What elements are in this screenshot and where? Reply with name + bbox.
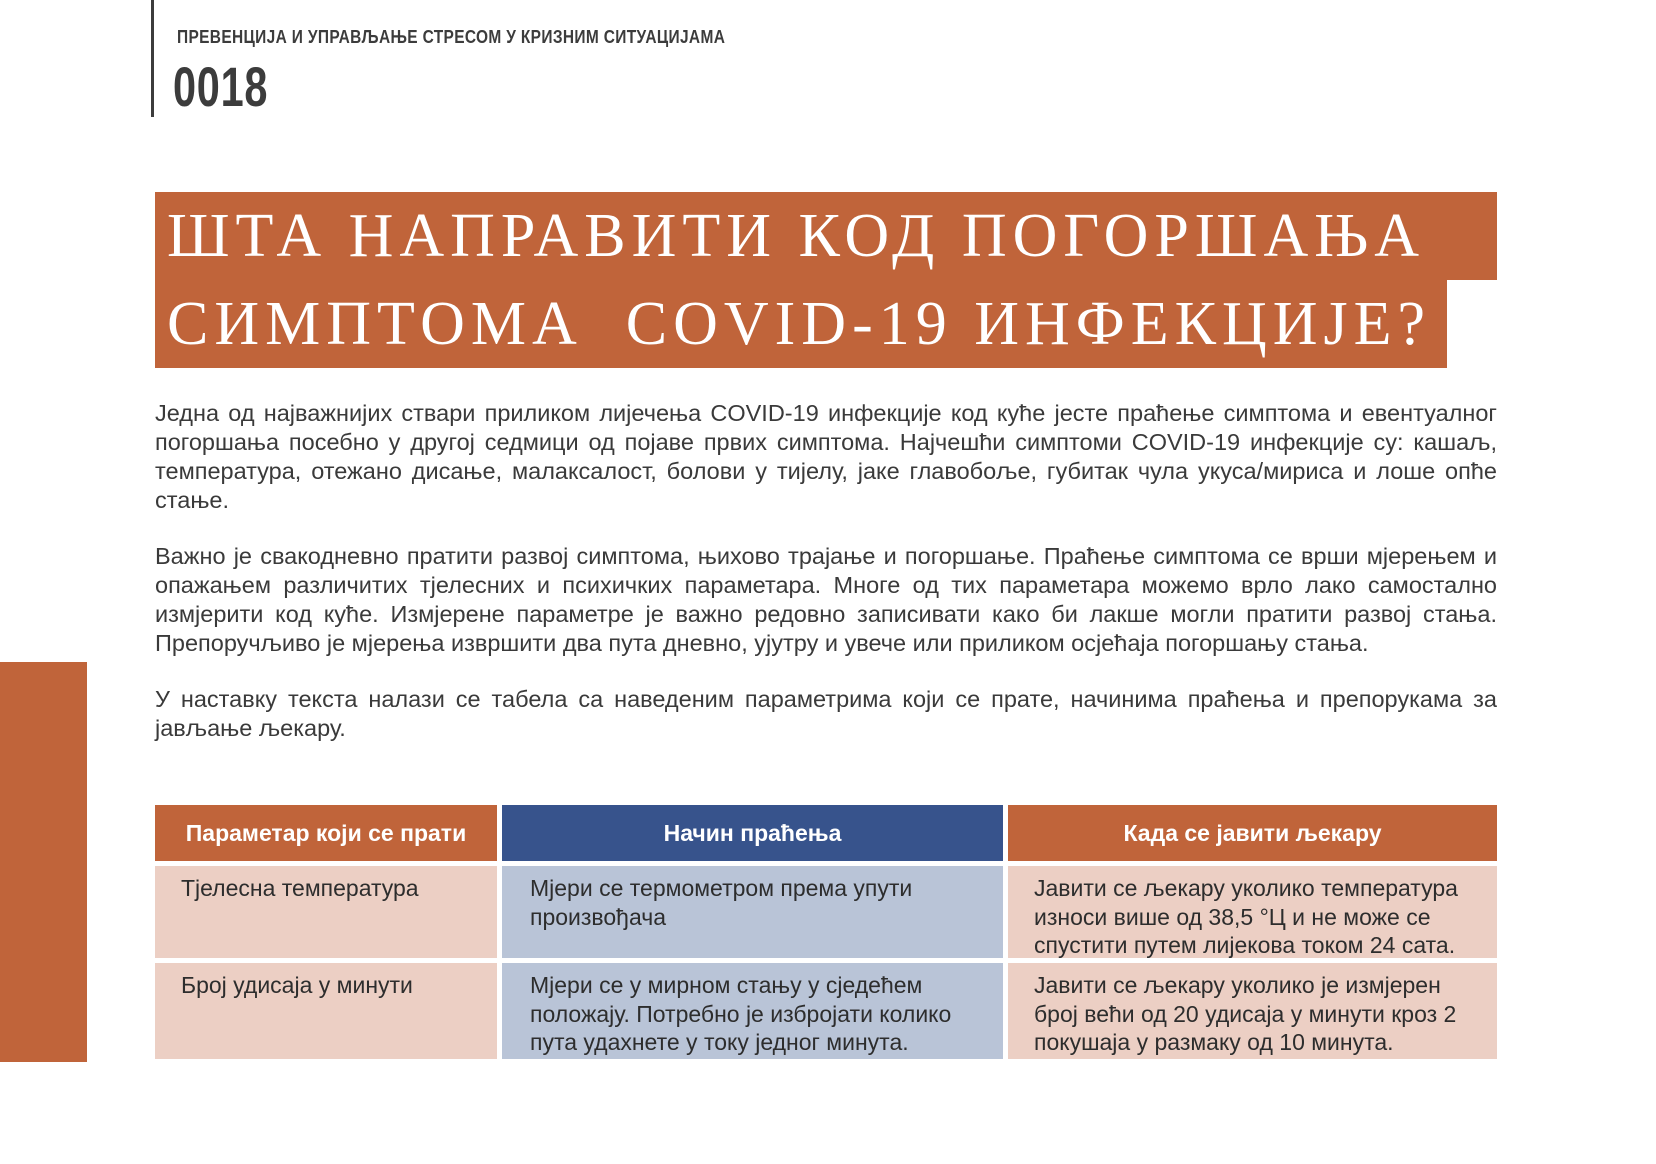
table-row2-method-cell: Мјери се у мирном стању у сједећем положају. Потребно је избројати колико пута удахнете у току једног минута.: [502, 963, 1003, 1059]
page-title-line1: [155, 192, 1497, 280]
page-title-line1-text: ШТА НАПРАВИТИ КОД ПОГОРШАЊА: [167, 201, 1426, 270]
body-copy: [155, 399, 1497, 770]
document-kicker: ПРЕВЕНЦИЈА И УПРАВЉАЊЕ СТРЕСОМ У КРИЗНИМ СИТУАЦИЈАМА: [177, 27, 726, 47]
table-row1-when-cell: Јавити се љекару уколико температура износи више од 38,5 °Ц и не може се спустити путем лијекова током 24 сата.: [1008, 866, 1497, 958]
document-number: 0018: [173, 55, 269, 118]
paragraph-table-intro: У наставку текста налази се табела са наведеним параметрима који се прате, начинима праћења и препорукама за јављање љекару.: [155, 686, 1497, 741]
table-header-method: Начин праћења: [502, 805, 1003, 861]
header-vertical-rule: [151, 0, 154, 117]
table-row2-parameter-cell: Број удисаја у минути: [155, 963, 497, 1059]
table-row2-when-cell: Јавити се љекару уколико је измјерен број већи од 20 удисаја у минути кроз 2 покушаја у размаку од 10 минута.: [1008, 963, 1497, 1059]
table-header-parameter: Параметар који се прати: [155, 805, 497, 861]
paragraph-monitoring: Важно је свакодневно пратити развој симптома, њихово трајање и погоршање. Праћење симптома се врши мјерењем и опажањем различитих тјелесних и психичких параметара. Многе од тих параметара можемо врло лако самостално измјерити код куће. Измјерене параметре је важно редовно записивати како би лакше могли пратити развој стања. Препоручљиво је мјерења извршити два пута дневно, ујутру и увече или приликом осјећаја погоршању стања.: [155, 543, 1497, 656]
left-accent-block: [0, 662, 87, 1062]
page-title-line2: [155, 280, 1447, 368]
table-row1-parameter-cell: Тјелесна температура: [155, 866, 497, 958]
page-title-line2-text: СИМПТОМА COVID-19 ИНФЕКЦИЈЕ?: [167, 289, 1432, 358]
symptom-monitoring-table: [155, 805, 1497, 1059]
paragraph-intro: Једна од најважнијих ствари приликом лијечења COVID-19 инфекције код куће јесте праћење симптома и евентуалног погоршања посебно у другој седмици од појаве првих симптома. Најчешћи симптоми COVID-19 инфекције су: кашаљ, температура, отежано дисање, малаксалост, болови у тијелу, јаке главобоље, губитак чула укуса/мириса и лоше опће стање.: [155, 400, 1497, 513]
table-header-when-to-call: Када се јавити љекару: [1008, 805, 1497, 861]
table-row1-method-cell: Мјери се термометром према упути произвођача: [502, 866, 1003, 958]
